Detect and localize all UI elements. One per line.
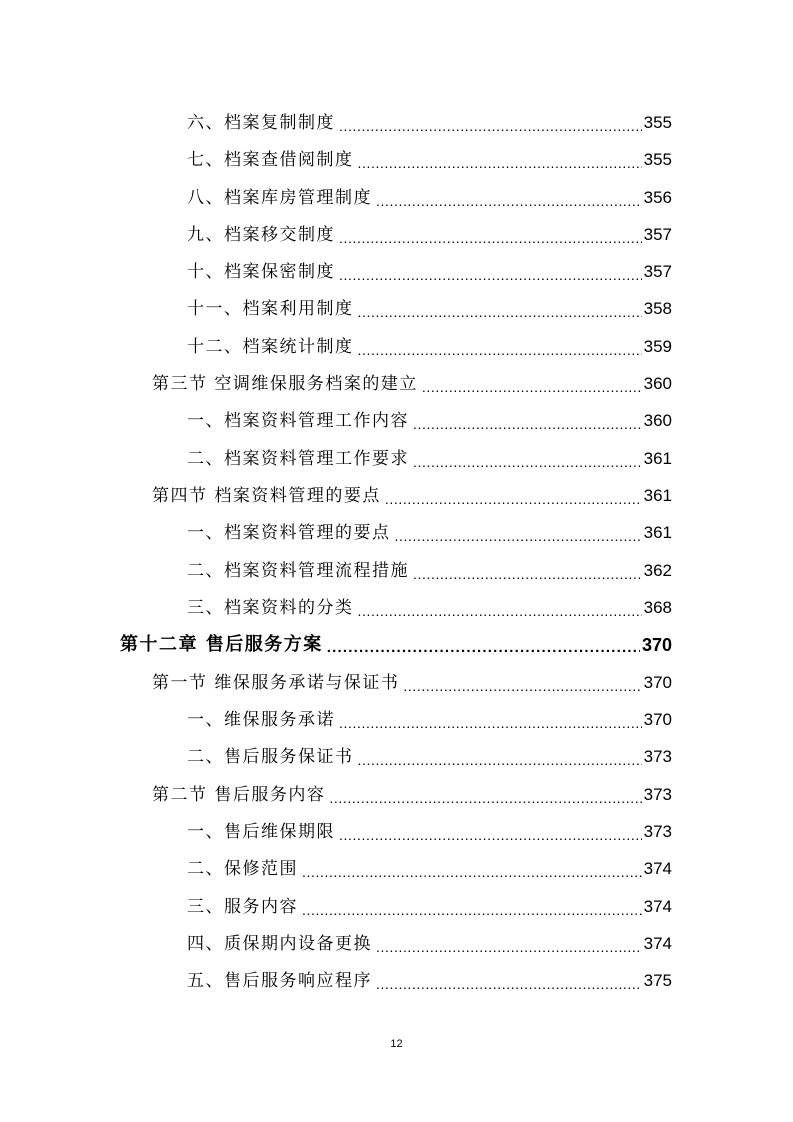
- toc-entry-page: 374: [643, 897, 672, 916]
- toc-entry-page: 357: [643, 225, 672, 244]
- toc-entry-title: 第三节 空调维保服务档案的建立: [152, 374, 418, 394]
- toc-entry[interactable]: [187, 705, 672, 735]
- dot-leader: [329, 786, 641, 810]
- toc-entry-title: 八、档案库房管理制度: [187, 188, 372, 208]
- toc-entry-page: 373: [643, 822, 672, 841]
- dot-leader: [376, 935, 642, 959]
- dot-leader: [302, 898, 642, 922]
- dot-leader: [376, 189, 642, 213]
- dot-leader: [413, 412, 642, 436]
- page-number-footer: 12: [390, 1038, 403, 1050]
- toc-entry[interactable]: [187, 854, 672, 884]
- toc-entry-title: 第二节 售后服务内容: [152, 785, 326, 805]
- toc-entry-page: 374: [643, 859, 672, 878]
- toc-entry-title: 二、档案资料管理工作要求: [187, 449, 409, 469]
- toc-entry-page: 355: [643, 113, 672, 132]
- toc-entry-page: 360: [643, 411, 672, 430]
- dot-leader: [395, 524, 642, 548]
- toc-entry[interactable]: [187, 556, 672, 586]
- dot-leader: [358, 748, 642, 772]
- toc-entry[interactable]: [187, 145, 672, 175]
- toc-entry[interactable]: [187, 444, 672, 474]
- toc-entry-page: 361: [643, 486, 672, 505]
- toc-entry[interactable]: [187, 108, 672, 138]
- toc-entry[interactable]: [187, 257, 672, 287]
- toc-entry-title: 一、档案资料管理工作内容: [187, 411, 409, 431]
- toc-entry-title: 三、档案资料的分类: [187, 598, 354, 618]
- toc-entry-page: 358: [643, 299, 672, 318]
- toc-entry-page: 373: [643, 747, 672, 766]
- toc-entry[interactable]: [152, 668, 672, 698]
- toc-entry[interactable]: [187, 406, 672, 436]
- toc-entry-page: 374: [643, 934, 672, 953]
- dot-leader: [339, 226, 642, 250]
- dot-leader: [327, 636, 640, 660]
- toc-entry[interactable]: [152, 481, 672, 511]
- toc-entry[interactable]: [187, 220, 672, 250]
- toc-entry-page: 356: [643, 188, 672, 207]
- toc-entry-page: 370: [643, 710, 672, 729]
- toc-entry-title: 第一节 维保服务承诺与保证书: [152, 673, 400, 693]
- toc-entry-title: 十二、档案统计制度: [187, 337, 354, 357]
- toc-entry-title: 二、售后服务保证书: [187, 747, 354, 767]
- dot-leader: [358, 338, 642, 362]
- dot-leader: [413, 562, 642, 586]
- toc-entry-page: 361: [643, 523, 672, 542]
- toc-entry[interactable]: [187, 332, 672, 362]
- toc-entry-title: 一、档案资料管理的要点: [187, 523, 391, 543]
- toc-entry-page: 373: [643, 785, 672, 804]
- dot-leader: [413, 450, 642, 474]
- dot-leader: [339, 823, 642, 847]
- toc-entry-page: 375: [643, 971, 672, 990]
- toc-entry-title: 六、档案复制制度: [187, 113, 335, 133]
- toc-entry-title: 三、服务内容: [187, 897, 298, 917]
- dot-leader: [302, 860, 642, 884]
- toc-entry[interactable]: [187, 294, 672, 324]
- toc-entry-page: 357: [643, 262, 672, 281]
- toc-entry-title: 第十二章 售后服务方案: [120, 634, 323, 655]
- toc-entry-title: 二、档案资料管理流程措施: [187, 561, 409, 581]
- dot-leader: [403, 674, 641, 698]
- toc-entry-page: 370: [641, 635, 672, 655]
- dot-leader: [385, 487, 642, 511]
- dot-leader: [358, 300, 642, 324]
- toc-entry[interactable]: [152, 369, 672, 399]
- dot-leader: [358, 599, 642, 623]
- toc-entry-page: 370: [643, 673, 672, 692]
- dot-leader: [358, 151, 642, 175]
- toc-entry-title: 七、档案查借阅制度: [187, 150, 354, 170]
- dot-leader: [339, 711, 642, 735]
- toc-entry-title: 一、售后维保期限: [187, 822, 335, 842]
- toc-entry-page: 368: [643, 598, 672, 617]
- toc-entry[interactable]: [187, 892, 672, 922]
- toc-entry-page: 361: [643, 449, 672, 468]
- toc-entry[interactable]: [187, 593, 672, 623]
- toc-entry-page: 360: [643, 374, 672, 393]
- toc-entry[interactable]: [152, 780, 672, 810]
- toc-entry-page: 359: [643, 337, 672, 356]
- toc-entry[interactable]: [187, 183, 672, 213]
- toc-entry[interactable]: [187, 742, 672, 772]
- toc-entry[interactable]: [187, 518, 672, 548]
- toc-entry-title: 九、档案移交制度: [187, 225, 335, 245]
- toc-chapter-entry[interactable]: [120, 630, 672, 660]
- dot-leader: [339, 114, 642, 138]
- toc-entry-title: 第四节 档案资料管理的要点: [152, 486, 381, 506]
- toc-entry[interactable]: [187, 966, 672, 996]
- toc-entry[interactable]: [187, 929, 672, 959]
- toc-entry-title: 四、质保期内设备更换: [187, 934, 372, 954]
- dot-leader: [422, 375, 642, 399]
- toc-entry-title: 五、售后服务响应程序: [187, 971, 372, 991]
- toc-entry-title: 二、保修范围: [187, 859, 298, 879]
- toc-entry-page: 362: [643, 561, 672, 580]
- dot-leader: [339, 263, 642, 287]
- toc-entry-title: 十、档案保密制度: [187, 262, 335, 282]
- dot-leader: [376, 972, 642, 996]
- toc-entry-title: 十一、档案利用制度: [187, 299, 354, 319]
- toc-entry[interactable]: [187, 817, 672, 847]
- toc-entry-title: 一、维保服务承诺: [187, 710, 335, 730]
- toc-entry-page: 355: [643, 150, 672, 169]
